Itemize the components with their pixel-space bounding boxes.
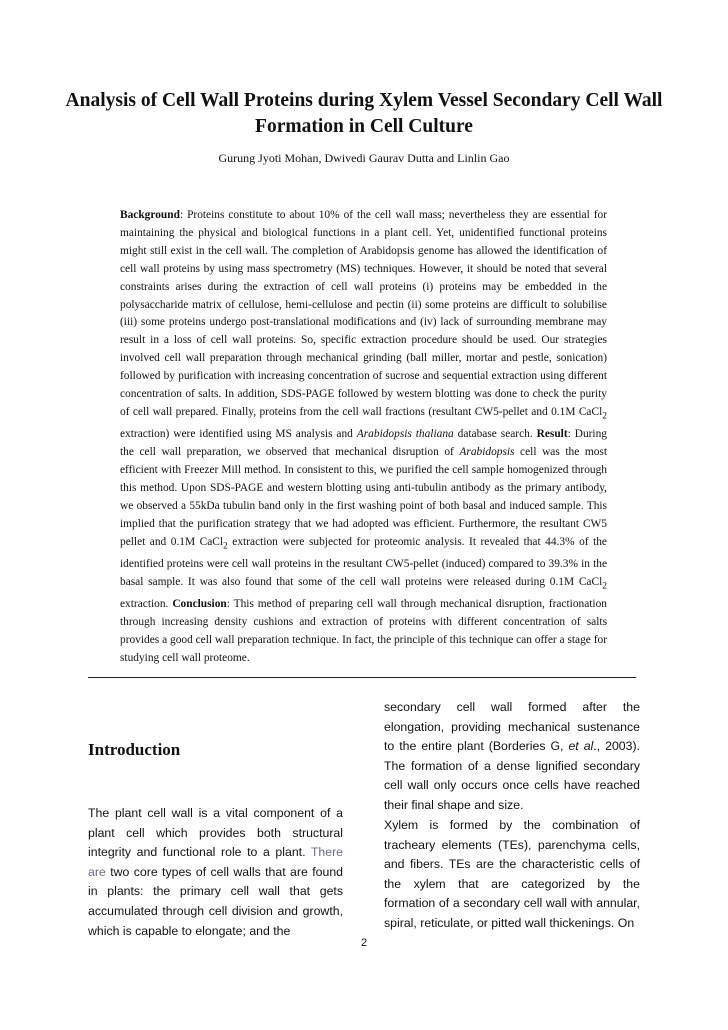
abstract (120, 207, 607, 668)
result-label: Result (536, 428, 568, 441)
page-number: 2 (360, 937, 368, 949)
result-text: cell was the most efficient with Freezer Mill method. In consistent to this, we purified the cell sample homogenized through this method. Upon SDS-PAGE and western blotting using anti-tubulin antibody as the primary antibody, we observed a 55kDa tubulin band only in the first washing point of both basal and induced sample. This implied that the purification strategy that we had adopted was efficient. Furthermore, the resultant CW5 pellet and 0.1M CaCl (120, 446, 607, 548)
right-column-paragraph-2: Xylem is formed by the combination of tracheary elements (TEs), parenchyma cells, and fibers. TEs are the characteristic cells of the xylem that are categorized by the formation of a secondary cell wall with annular, spiral, reticulate, or pitted wall thickenings. On (384, 818, 640, 930)
background-text: database search. (453, 428, 537, 441)
background-label: Background (120, 209, 180, 221)
subscript: 2 (602, 580, 607, 591)
subscript: 2 (602, 411, 607, 422)
conclusion-label: Conclusion (172, 597, 227, 610)
result-text: extraction. (120, 597, 173, 610)
conclusion-text: : This method of preparing cell wall through mechanical disruption, fractionation through increasing density cushions and extraction of proteins with different concentration of salts provides a good cell wall preparation technique. In fact, the principle of this technique can offer a stage for studying cell wall proteome. (120, 597, 607, 664)
result-text: extraction were subjected for proteomic analysis. It revealed that 44.3% of the identified proteins were cell wall proteins in the resultant CW5-pellet (induced) compared to 39.3% in the basal sample. It was also found that some of the cell wall proteins were released during 0.1M CaCl (120, 535, 607, 588)
paper-title: Analysis of Cell Wall Proteins during Xylem Vessel Secondary Cell Wall Formation in Cell Culture (65, 90, 663, 137)
intro-text: The plant cell wall is a vital component of a plant cell which provides both structural integrity and functional role to a plant. (88, 806, 343, 860)
result-text: : During the cell wall preparation, we observed that mechanical disruption of (120, 428, 607, 459)
introduction-heading: Introduction (88, 740, 181, 759)
et-al: et al (568, 739, 594, 754)
right-column-paragraph-1 (384, 698, 640, 816)
genus-name: Arabidopsis (459, 446, 515, 459)
body-text: secondary cell wall formed after the elongation, providing mechanical sustenance to the entire plant (Borderies G, (384, 700, 640, 754)
section-divider (88, 677, 636, 678)
body-text: ., 2003). The formation of a dense lignified secondary cell wall only occurs once cells have reached their final shape and size. (384, 739, 640, 812)
species-name: Arabidopsis thaliana (356, 428, 454, 441)
background-text: : Proteins constitute to about 10% of the cell wall mass; nevertheless they are essential for maintaining the physical and biological functions in a plant cell. Yet, unidentified functional proteins might still exist in the cell wall. The completion of Arabidopsis genome has allowed the identification of cell wall proteins by using mass spectrometry (MS) techniques. However, it should be noted that several constraints arises during the extraction of cell wall proteins (i) proteins may be embedded in the polysaccharide matrix of cellulose, hemi-cellulose and pectin (ii) some proteins are difficult to solubilise (iii) some proteins undergo post-translational modifications and (iv) lack of surrounding membrane may result in a loss of cell wall proteins. So, specific extraction procedure should be used. Our strategies involved cell wall preparation through mechanical grinding (ball miller, mortar and pestle, sonication) followed by purification with increasing concentration of sucrose and sequential extraction using different concentration of salts. In addition, SDS-PAGE followed by western blotting was done to check the purity of cell wall prepared. Finally, proteins from the cell wall fractions (resultant CW5-pellet and 0.1M CaCl (120, 209, 607, 418)
intro-highlight-text: There are (88, 845, 343, 879)
background-text: extraction) were identified using MS analysis and (120, 428, 357, 441)
introduction-paragraph (88, 804, 343, 941)
intro-text: two core types of cell walls that are found in plants: the primary cell wall that gets accumulated through cell division and growth, which is capable to elongate; and the (88, 864, 343, 938)
subscript: 2 (223, 540, 228, 551)
author-list: Gurung Jyoti Mohan, Dwivedi Gaurav Dutta and Linlin Gao (218, 151, 510, 165)
